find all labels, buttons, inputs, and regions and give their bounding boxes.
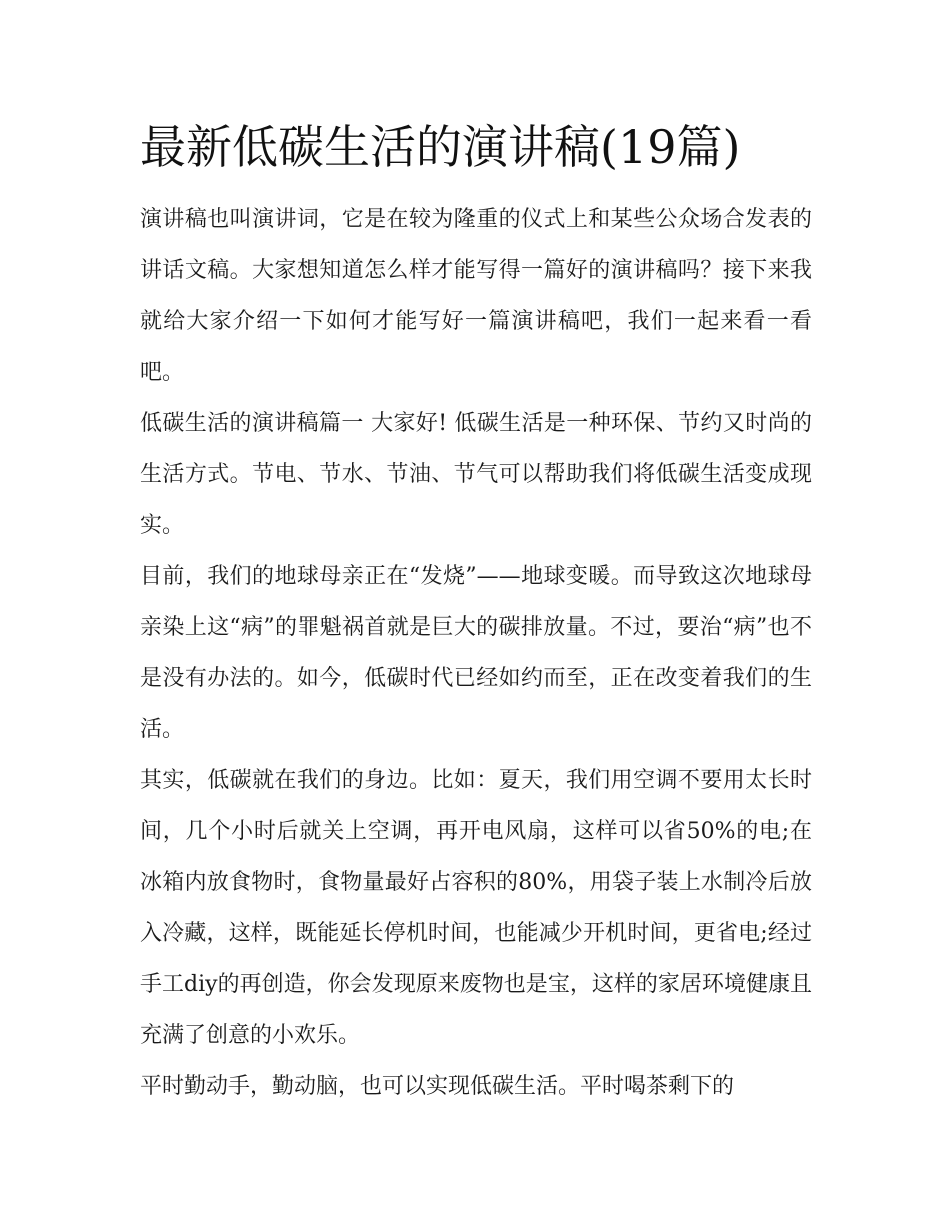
paragraph-hands-on: 平时勤动手，勤动脑，也可以实现低碳生活。平时喝茶剩下的 [140,1074,735,1099]
paragraph-daily-examples: 其实，低碳就在我们的身边。比如：夏天，我们用空调不要用太长时间，几个小时后就关上空调，再开电风扇，这样可以省50%的电;在冰箱内放食物时，食物量最好占容积的80%，用袋子装上水制冷后放入冷藏，这样，既能延长停机时间，也能减少开机时间，更省电;经过手工diy的再创造，你会发现原来废物也是宝，这样的家居环境健康且充满了创意的小欢乐。 [140,768,812,1048]
document-body [140,194,812,1112]
paragraph-intro: 演讲稿也叫演讲词，它是在较为隆重的仪式上和某些公众场合发表的讲话文稿。大家想知道怎么样才能写得一篇好的演讲稿吗？接下来我就给大家介绍一下如何才能写好一篇演讲稿吧，我们一起来看一看吧。 [140,207,812,385]
paragraph-speech-one: 低碳生活的演讲稿篇一 大家好! 低碳生活是一种环保、节约又时尚的生活方式。节电、节水、节油、节气可以帮助我们将低碳生活变成现实。 [140,411,812,538]
paragraph-earth-fever: 目前，我们的地球母亲正在“发烧”——地球变暖。而导致这次地球母亲染上这“病”的罪魁祸首就是巨大的碳排放量。不过，要治“病”也不是没有办法的。如今，低碳时代已经如约而至，正在改变着我们的生活。 [140,564,812,742]
document-title: 最新低碳生活的演讲稿(19篇) [140,120,741,174]
